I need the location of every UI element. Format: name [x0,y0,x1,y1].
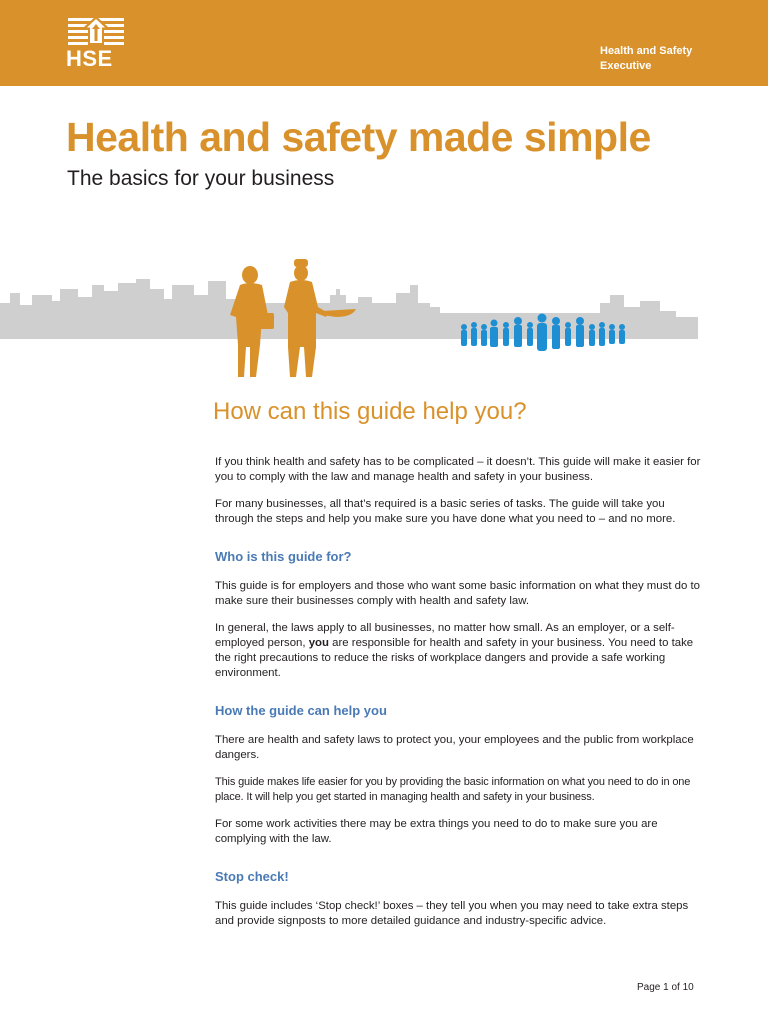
how-heading: How the guide can help you [215,703,387,718]
who-paragraph-1: This guide is for employers and those who want some basic information on what they must do to make sure their businesses comply with health and safety law. [215,580,700,607]
skyline-illustration [0,255,768,385]
intro-paragraph-2: For many businesses, all that’s required is a basic series of tasks. The guide will take you through the steps and help you make sure you have done what you need to – and no more. [215,498,676,525]
stop-paragraph-1: This guide includes ‘Stop check!’ boxes – they tell you when you may need to take extra steps and provide signposts to more detailed guidance and industry-specific advice. [215,900,689,927]
page-number: Page 1 of 10 [637,982,694,993]
how-paragraph-3: For some work activities there may be extra things you need to do to make sure you are complying with the law. [215,818,658,845]
intro-paragraph-1: If you think health and safety has to be complicated – it doesn’t. This guide will make it easier for you to comply with the law and manage health and safety in your business. [215,456,701,483]
page-subtitle: The basics for your business [67,167,335,190]
org-name-line2: Executive [600,60,652,72]
header-band [0,0,768,86]
city-skyline [0,279,698,339]
who-p2-after: are responsible for health and safety in your business. You need to take the right precautions to reduce the risks of workplace dangers and provide a safe working environment. [215,637,694,679]
page-title: Health and safety made simple [66,114,651,160]
how-paragraph-1: There are health and safety laws to protect you, your employees and the public from workplace dangers. [215,734,694,761]
how-paragraph-2: This guide makes life easier for you by providing the basic information on what you need to do in one place. It will help you get started in managing health and safety in your business. [215,776,691,803]
who-heading: Who is this guide for? [215,549,352,564]
org-name [600,44,740,74]
hse-logo-text: HSE [66,46,113,71]
section-title: How can this guide help you? [213,398,527,425]
who-p2-bold: you [308,637,329,649]
who-p2-before: In general, the laws apply to all businesses, no matter how small. As an employer, or a self-employed person, [215,622,675,649]
org-name-line1: Health and Safety [600,45,693,57]
content-column [215,455,705,941]
who-paragraph-2 [215,621,705,681]
stop-heading: Stop check! [215,869,289,884]
